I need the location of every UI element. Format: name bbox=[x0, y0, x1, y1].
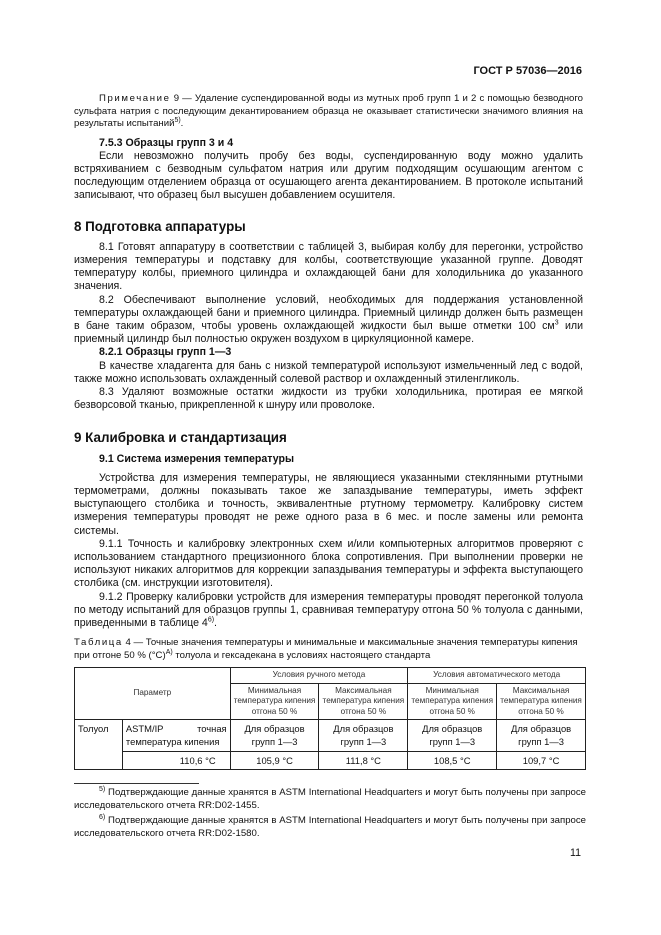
group-cell: Для образцов групп 1—3 bbox=[497, 720, 586, 751]
auto-method-header: Условия автоматического метода bbox=[408, 668, 586, 684]
param-cell: ASTM/IP точная температура кипения bbox=[122, 720, 230, 751]
subheader-manual-max: Максимальная температура кипения отгона 50 % bbox=[319, 683, 408, 720]
note-text: 9 — Удаление суспендированной воды из мутных проб групп 1 и 2 с помощью безводного сульфата натрия с последующим декантированием образца не оказывает статистически значимого влияния на результаты испытаний bbox=[74, 93, 583, 129]
value-cell: 109,7 °C bbox=[497, 751, 586, 769]
substance-cell: Толуол bbox=[75, 720, 123, 770]
paragraph-9-1-1: 9.1.1 Точность и калибровку электронных схем и/или компьютерных алгоритмов проверяют с использованием стандартного прецизионного блока сопротивления. При выполнении проверки не используют никаких алгоритмов для коррекции запаздывания температуры и эффекта выступающего столбика (см. инструкции изготовителя). bbox=[74, 537, 583, 590]
subheader-auto-max: Максимальная температура кипения отгона 50 % bbox=[497, 683, 586, 720]
table-row bbox=[75, 720, 586, 751]
section-9-title: 9 Калибровка и стандартизация bbox=[74, 430, 287, 446]
paragraph-8-2-1: В качестве хладагента для бань с низкой температурой используют измельченный лед с водой, также можно использовать охлажденный солевой раствор и охлажденный этиленгликоль. bbox=[74, 359, 583, 385]
table-4 bbox=[74, 667, 586, 770]
page-number: 11 bbox=[570, 847, 581, 859]
footnote-5: $^{5)}$ Подтверждающие данные хранятся в ASTM International Headquarters и могут быть получены при запросе исследовательского отчета RR:D02-1455. bbox=[74, 785, 586, 811]
exact-value-cell: 110,6 °C bbox=[122, 751, 230, 769]
group-cell: Для образцов групп 1—3 bbox=[408, 720, 497, 751]
value-cell: 105,9 °C bbox=[230, 751, 319, 769]
group-cell: Для образцов групп 1—3 bbox=[319, 720, 408, 751]
table-4-caption: Таблица 4 — Точные значения температуры и минимальные и максимальные значения температуры кипения при отгоне 50 % $(^\circ C)^{A)}$ толуола и гексадекана в условиях настоящего стандарта bbox=[74, 637, 578, 661]
standard-header: ГОСТ Р 57036—2016 bbox=[473, 65, 582, 77]
table-header-row bbox=[75, 668, 586, 684]
paragraph-9-1-2: 9.1.2 Проверку калибровки устройств для измерения температуры проводят перегонкой толуола по методу испытаний для образцов группы 1, сравнивая температуру отгона 50 % толуола с данными, приведенными в таблице 4$^{6)}$. bbox=[74, 590, 583, 629]
footnote-divider bbox=[74, 783, 199, 784]
table-row bbox=[75, 751, 586, 769]
paragraph-9-1: Устройства для измерения температуры, не являющиеся указанными стеклянными ртутными термометрами, должны показывать такое же запаздывание температуры, иметь эффект выступающего столбика и точность, эквивалентные ртутному термометру. Калибровку систем измерения температуры проводят не реже одного раза в 6 мес. и после замены или ремонта системы. bbox=[74, 471, 583, 537]
note-9: Примечание 9 — Удаление суспендированной воды из мутных проб групп 1 и 2 с помощью безводного сульфата натрия с последующим декантированием образца не оказывает статистически значимого влияния на результаты испытаний$^{5)}$. bbox=[74, 93, 583, 129]
paragraph-8-2: 8.2 Обеспечивают выполнение условий, необходимых для поддержания установленной температуры охлаждающей бани и приемного цилиндра. Приемный цилиндр должен быть размещен в бане таким образом, чтобы уровень охлаждающей жидкости был выше отметки 100 $см^3$ или приемный цилиндр был полностью окружен воздухом в циркуляционной камере. bbox=[74, 293, 583, 346]
footnote-6: $^{6)}$ Подтверждающие данные хранятся в ASTM International Headquarters и могут быть получены при запросе исследовательского отчета RR:D02-1580. bbox=[74, 813, 586, 839]
value-cell: 108,5 °C bbox=[408, 751, 497, 769]
section-8-title: 8 Подготовка аппаратуры bbox=[74, 218, 246, 234]
heading-8-2-1: 8.2.1 Образцы групп 1—3 bbox=[99, 346, 232, 359]
heading-9-1: 9.1 Система измерения температуры bbox=[99, 452, 294, 465]
manual-method-header: Условия ручного метода bbox=[230, 668, 408, 684]
heading-7-5-3: 7.5.3 Образцы групп 3 и 4 bbox=[99, 136, 234, 149]
note-footnote-ref: 5) bbox=[174, 116, 181, 124]
page-body bbox=[74, 93, 583, 770]
paragraph-8-3: 8.3 Удаляют возможные остатки жидкости из трубки холодильника, протирая ее мягкой безворсовой тканью, прикрепленной к шнуру или проволоке. bbox=[74, 385, 583, 412]
paragraph-8-1: 8.1 Готовят аппаратуру в соответствии с таблицей 3, выбирая колбу для перегонки, устройство измерения температуры и подставку для колбы, соответствующие указанной группе. Доводят температуру колбы, приемного цилиндра и охлаждающей бани для холодильника до указанного значения. bbox=[74, 240, 583, 293]
subheader-manual-min: Минимальная температура кипения отгона 50 % bbox=[230, 683, 319, 720]
group-cell: Для образцов групп 1—3 bbox=[230, 720, 319, 751]
paragraph-7-5-3: Если невозможно получить пробу без воды, суспендированную воду можно удалить встряхиванием с безводным сульфатом натрия или другим подходящим осушающим агентом с последующим отделением образца от осушающего агента декантированием. В протоколе испытаний записывают, что образец был высушен добавлением осушителя. bbox=[74, 149, 583, 202]
subheader-auto-min: Минимальная температура кипения отгона 50 % bbox=[408, 683, 497, 720]
param-header: Параметр bbox=[75, 668, 231, 720]
footnotes bbox=[74, 783, 586, 843]
value-cell: 111,8 °C bbox=[319, 751, 408, 769]
note-prefix: Примечание bbox=[99, 93, 171, 104]
